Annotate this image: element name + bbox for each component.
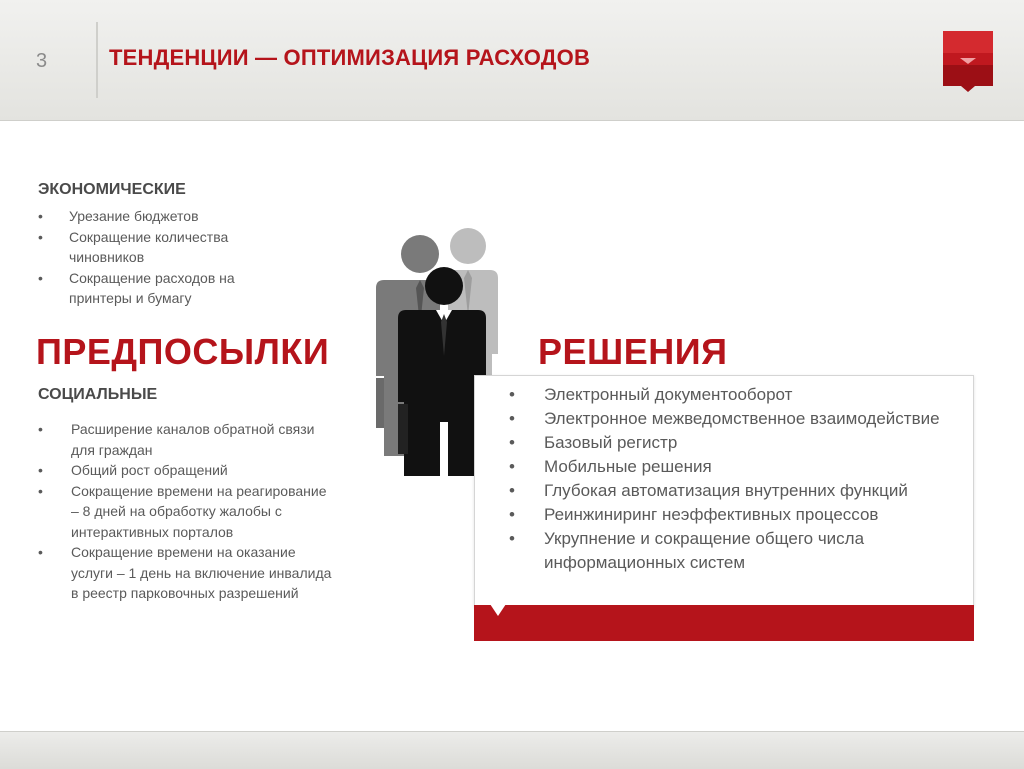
economic-heading: ЭКОНОМИЧЕСКИЕ [38,181,186,198]
page-title: ТЕНДЕНЦИИ — ОПТИМИЗАЦИЯ РАСХОДОВ [109,45,591,70]
prerequisites-heading: ПРЕДПОСЫЛКИ [36,331,330,372]
social-heading: СОЦИАЛЬНЫЕ [38,386,158,403]
slide-footer [0,731,1024,769]
solutions-list [509,383,964,575]
list-item: • Урезание бюджетов [38,206,278,227]
list-item: • Глубокая автоматизация внутренних функций [509,479,964,503]
solutions-heading: РЕШЕНИЯ [538,331,728,372]
economic-list [38,206,278,309]
slide-number: 3 [36,50,48,72]
list-item: • Сокращение времени на реагирование – 8 дней на обработку жалобы с интерактивных порталов [38,481,338,543]
red-emblem-icon [943,31,993,93]
list-item: • Сокращение количества чиновников [38,227,278,268]
list-item: • Сокращение времени на оказание услуги – 1 день на включение инвалида в реестр парковочных разрешений [38,542,338,604]
header-divider [96,22,98,98]
list-item: • Электронный документооборот [509,383,964,407]
list-item: • Электронное межведомственное взаимодействие [509,407,964,431]
list-item: • Расширение каналов обратной связи для граждан [38,419,338,460]
list-item: • Общий рост обращений [38,460,338,481]
social-list [38,419,338,604]
slide-header [0,0,1024,121]
list-item: • Реинжиниринг неэффективных процессов [509,503,964,527]
list-item: • Базовый регистр [509,431,964,455]
callout-notch [490,604,506,616]
solutions-band [474,605,974,641]
list-item: • Укрупнение и сокращение общего числа информационных систем [509,527,964,575]
list-item: • Сокращение расходов на принтеры и бумагу [38,268,278,309]
list-item: • Мобильные решения [509,455,964,479]
